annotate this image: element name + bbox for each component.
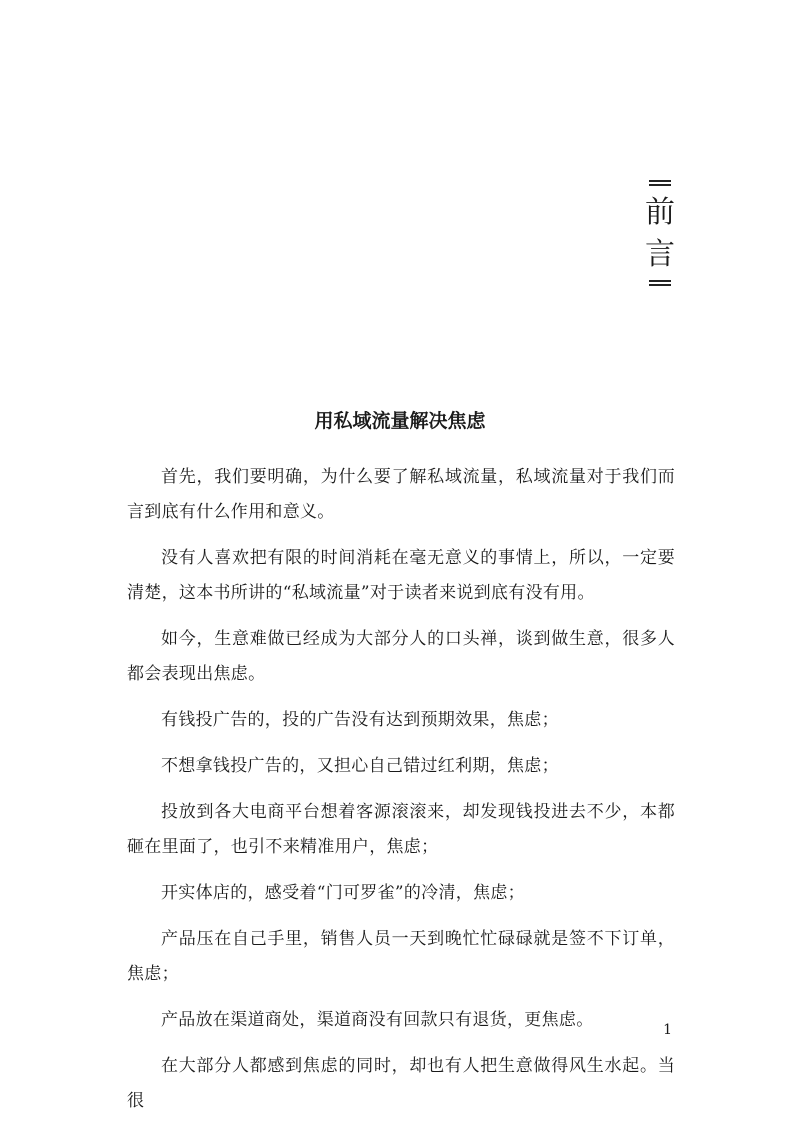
paragraph: 开实体店的，感受着“门可罗雀”的冷清，焦虑； (161, 883, 525, 903)
paragraph: 不想拿钱投广告的，又担心自己错过红利期，焦虑； (161, 756, 559, 776)
page-number: 1 (663, 1022, 672, 1038)
paragraph: 首先，我们要明确，为什么要了解私域流量，私域流量对于我们而言到底有什么作用和意义。 (127, 467, 675, 522)
paragraph: 在大部分人都感到焦虑的同时，却也有人把生意做得风生水起。当很 (127, 1056, 675, 1111)
chapter-heading (641, 180, 679, 286)
paragraph: 产品压在自己手里，销售人员一天到晚忙忙碌碌就是签不下订单，焦虑； (127, 929, 675, 984)
section-title: 用私域流量解决焦虑 (314, 410, 486, 432)
heading-rule-top (649, 180, 671, 186)
paragraph: 产品放在渠道商处，渠道商没有回款只有退货，更焦虑。 (161, 1010, 594, 1030)
paragraph: 没有人喜欢把有限的时间消耗在毫无意义的事情上，所以，一定要清楚，这本书所讲的“私域流量”对于读者来说到底有没有用。 (127, 548, 675, 603)
body-text (127, 460, 675, 1130)
paragraph: 有钱投广告的，投的广告没有达到预期效果，焦虑； (161, 710, 559, 730)
paragraph: 投放到各大电商平台想着客源滚滚来，却发现钱投进去不少，本都砸在里面了，也引不来精准用户，焦虑； (127, 802, 675, 857)
chapter-title: 前言 (645, 195, 675, 272)
heading-rule-bottom (649, 280, 671, 286)
paragraph: 如今，生意难做已经成为大部分人的口头禅，谈到做生意，很多人都会表现出焦虑。 (127, 629, 675, 684)
